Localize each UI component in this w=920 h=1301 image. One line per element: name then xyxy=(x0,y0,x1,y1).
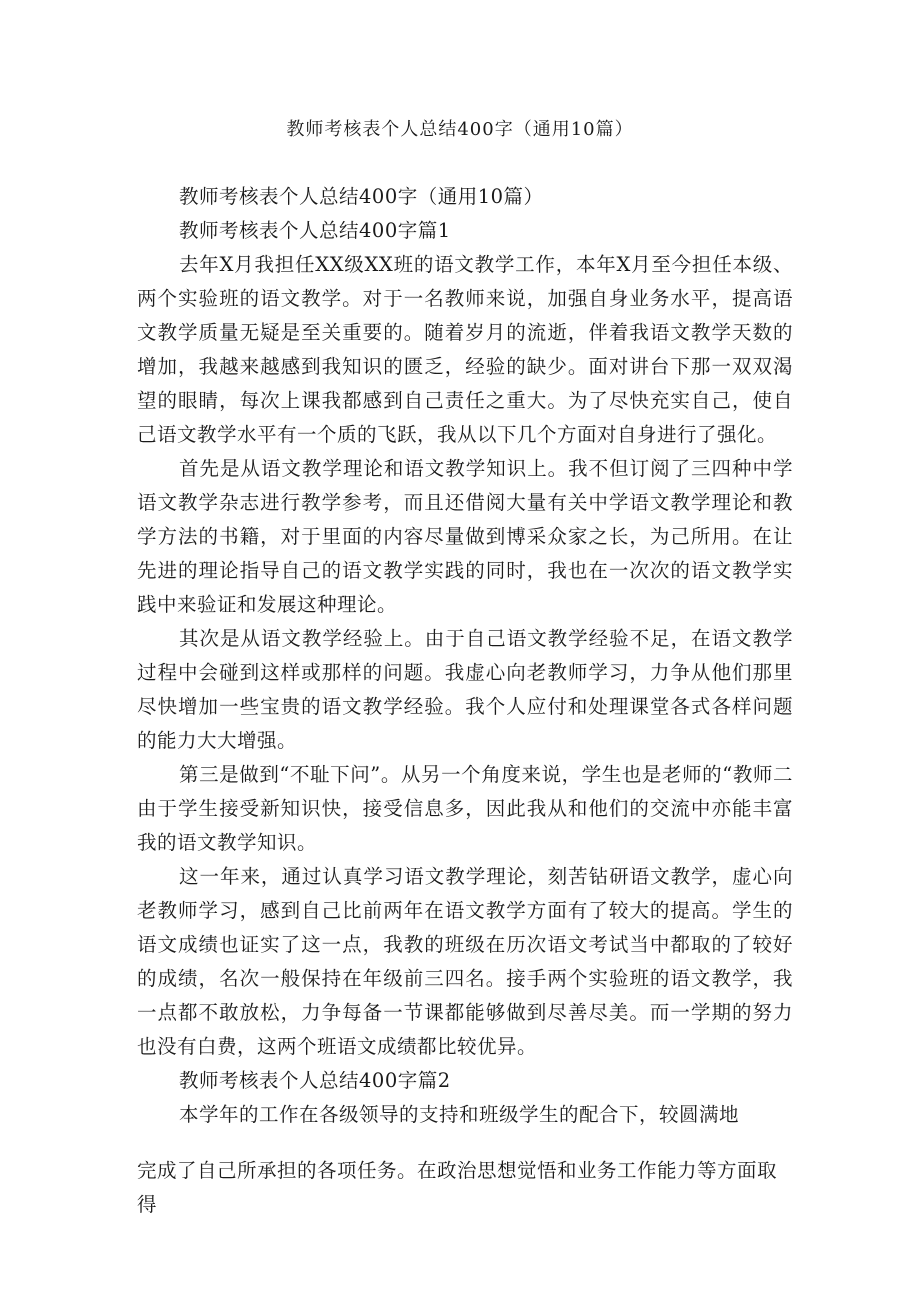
section-heading-1: 教师考核表个人总结400字篇1 xyxy=(179,219,451,242)
section-heading-2: 教师考核表个人总结400字篇2 xyxy=(179,1069,451,1092)
document-subtitle: 教师考核表个人总结400字（通用10篇） xyxy=(179,185,544,208)
paragraph: 其次是从语文教学经验上。由于自己语文教学经验不足，在语文教学过程中会碰到这样或那样的问题。我虚心向老教师学习，力争从他们那里尽快增加一些宝贵的语文教学经验。我个人应付和处理课堂各式各样问题的能力大大增强。 xyxy=(137,627,793,752)
document-body xyxy=(137,180,793,1132)
paragraph-continued: 完成了自己所承担的各项任务。在政治思想觉悟和业务工作能力等方面取得 xyxy=(137,1159,778,1216)
paragraph: 这一年来，通过认真学习语文教学理论，刻苦钻研语文教学，虚心向老教师学习，感到自己比前两年在语文教学方面有了较大的提高。学生的语文成绩也证实了这一点，我教的班级在历次语文考试当中都取的了较好的成绩，名次一般保持在年级前三四名。接手两个实验班的语文教学，我一点都不敢放松，力争每备一节课都能够做到尽善尽美。而一学期的努力也没有白费，这两个班语文成绩都比较优异。 xyxy=(137,865,793,1058)
paragraph: 本学年的工作在各级领导的支持和班级学生的配合下，较圆满地 xyxy=(179,1103,740,1126)
document-title: 教师考核表个人总结400字（通用10篇） xyxy=(286,119,634,140)
paragraph: 首先是从语文教学理论和语文教学知识上。我不但订阅了三四种中学语文教学杂志进行教学参考，而且还借阅大量有关中学语文教学理论和教学方法的书籍，对于里面的内容尽量做到博采众家之长，为己所用。在让先进的理论指导自己的语文教学实践的同时，我也在一次次的语文教学实践中来验证和发展这种理论。 xyxy=(137,457,793,616)
paragraph: 第三是做到“不耻下问”。从另一个角度来说，学生也是老师的“教师二由于学生接受新知识快，接受信息多，因此我从和他们的交流中亦能丰富我的语文教学知识。 xyxy=(137,763,793,854)
paragraph: 去年X月我担任XX级XX班的语文教学工作，本年X月至今担任本级、两个实验班的语文教学。对于一名教师来说，加强自身业务水平，提高语文教学质量无疑是至关重要的。随着岁月的流逝，伴着我语文教学天数的增加，我越来越感到我知识的匮乏，经验的缺少。面对讲台下那一双双渴望的眼睛，每次上课我都感到自己责任之重大。为了尽快充实自己，使自己语文教学水平有一个质的飞跃，我从以下几个方面对自身进行了强化。 xyxy=(137,253,793,446)
